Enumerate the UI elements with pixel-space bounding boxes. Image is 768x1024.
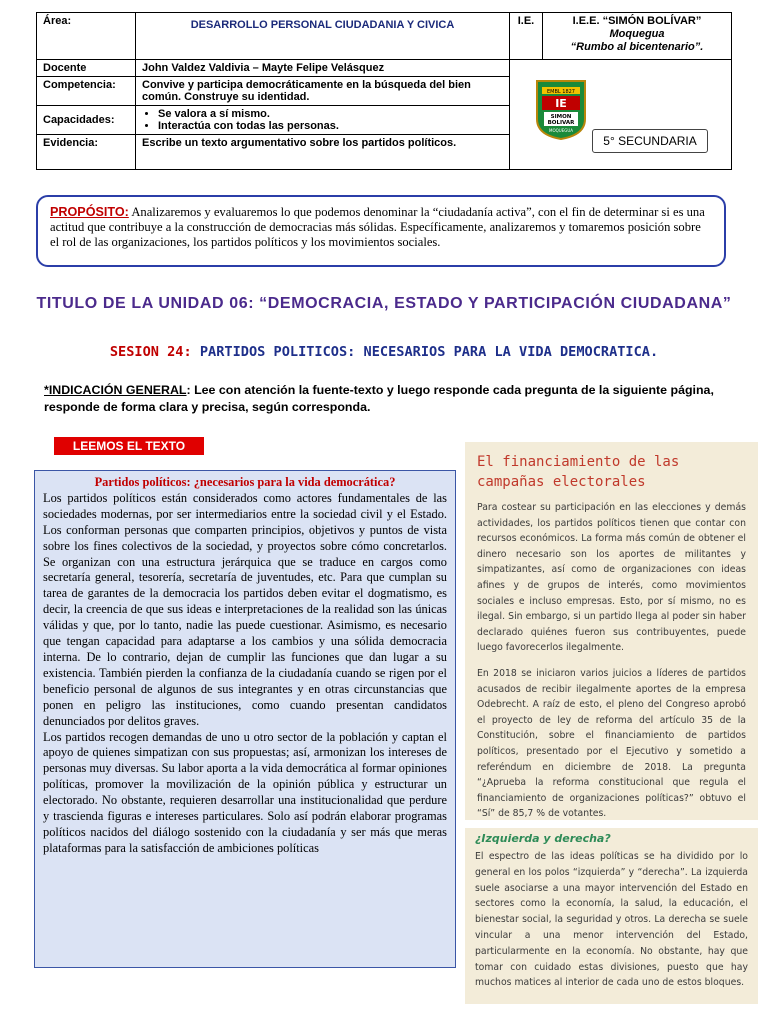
main-text-box	[34, 470, 456, 968]
area-label: Área:	[37, 13, 136, 60]
svg-text:MOQUEGUA: MOQUEGUA	[549, 127, 574, 133]
docente-value: John Valdez Valdivia – Mayte Felipe Velásquez	[136, 60, 510, 77]
competencia-label: Competencia:	[37, 77, 136, 106]
left-right-title: ¿Izquierda y derecha?	[475, 832, 611, 845]
left-right-card	[465, 828, 758, 1004]
school-motto: “Rumbo al bicentenario”.	[570, 41, 704, 53]
general-indication	[44, 382, 724, 416]
header-table	[36, 12, 732, 170]
indication-label: *INDICACIÓN GENERAL	[44, 383, 187, 397]
competencia-value: Convive y participa democráticamente en la búsqueda del bien común. Construye su identidad.	[136, 77, 510, 106]
session-label: SESION 24:	[109, 344, 192, 360]
financing-card	[465, 442, 758, 820]
main-text-paragraph: Los partidos políticos están considerados como actores fundamentales de las sociedades modernas, por ser intermediarios entre la sociedad civil y el Estado. Los conforman personas que comparten principios, objetivos y puntos de vista sobre los fines colectivos de la sociedad, y proyectos sobre cómo concretarlos. Se organizan con una estructura jerárquica que se traduce en cargos como secretaría general, tesorería, secretaría de juventudes, etc. Para que cumplan su tarea de garantes de la democracia los partidos deben evitar el dogmatismo, es decir, la creencia de que sus ideas e interpretaciones de la realidad son las únicas válidas y que, por lo tanto, nadie las puede cuestionar. Asimismo, es necesario que tengan capacidad para adaptarse a los cambios y una sólida democracia interna. De lo contrario, dejan de cumplir las funciones que dan lugar a su existencia. También pierden la confianza de la ciudadanía cuando se rigen por el beneficio personal de algunos de sus integrantes y en otras circunstancias que ponen en peligro las instituciones, como cuando presentan candidatos denunciados por delitos graves.	[43, 490, 447, 728]
indication-text: : Lee con atención la fuente-texto y luego responde cada pregunta de la siguiente página, responde de forma clara y precisa, según corresponda.	[44, 383, 714, 414]
financing-paragraph: En 2018 se iniciaron varios juicios a líderes de partidos acusados de recibir ilegalmente aportes de la empresa Odebrecht. A raíz de esto, el pleno del Congreso aprobó el proyecto de ley de reforma del artículo 35 de la Constitución, sobre el financiamiento de partidos políticos, presentado por el Ejecutivo y sometido a referéndum en diciembre de 2018. La pregunta “¿Aprueba la reforma constitucional que regula el financiamiento de organizaciones políticas?” obtuvo el “Sí” de 85,7 % de votantes.	[477, 667, 746, 820]
school-city: Moquegua	[609, 28, 665, 40]
capacidades-list	[136, 106, 510, 135]
session-title	[36, 344, 732, 360]
evidencia-label: Evidencia:	[37, 135, 136, 170]
school-crest-logo	[533, 79, 589, 141]
svg-text:EMBL 1827: EMBL 1827	[547, 88, 576, 95]
capacidad-item: • Interactúa con todas las personas.	[158, 120, 503, 132]
main-text-paragraph: Los partidos recogen demandas de uno u otro sector de la población y captan el apoyo de quienes simpatizan con sus propuestas; así, armonizan los intereses de personas muy diversas. Su labor aporta a la vida democrática al formar opiniones políticas, promover la movilización de la opinión pública y estructurar un electorado. No obstante, requieren desarrollar una institucionalidad que perdure y trascienda figuras e intereses particulares. Solo así podrán elaborar programas políticos nacidos del diálogo sostenido con la ciudadanía y ser más que meras plataformas para la satisfacción de ambiciones políticas	[43, 729, 447, 855]
svg-text:IE: IE	[555, 96, 568, 110]
grade-badge: 5° SECUNDARIA	[592, 129, 708, 153]
logo-cell	[510, 60, 732, 170]
svg-text:BOLIVAR: BOLIVAR	[547, 119, 575, 126]
evidencia-value: Escribe un texto argumentativo sobre los partidos políticos.	[136, 135, 510, 170]
financing-title: El financiamiento de las campañas electorales	[477, 454, 680, 490]
proposito-label: PROPÓSITO:	[50, 205, 129, 219]
school-info	[543, 13, 732, 60]
ie-label: I.E.	[510, 13, 543, 60]
subject-title: DESARROLLO PERSONAL CIUDADANIA Y CIVICA	[136, 13, 510, 60]
school-name: I.E.E. “SIMÓN BOLÍVAR”	[572, 15, 702, 27]
financing-paragraph: Para costear su participación en las elecciones y demás actividades, los partidos políticos tienen que contar con recursos económicos. La forma más común de obtener el dinero necesario son los aportes de militantes y simpatizantes, así como de organizaciones con ideas afines y de grupos de interés, como movimientos sociales e incluso empresas. Esto, por sí mismo, no es ilegal. Sin embargo, si un partido llega al poder sin haber declarado quiénes fueron sus contribuyentes, puede luego favorecerlos ilegalmente.	[477, 502, 746, 654]
docente-label: Docente	[37, 60, 136, 77]
capacidad-item: • Se valora a sí mismo.	[158, 108, 503, 120]
capacidades-label: Capacidades:	[37, 106, 136, 135]
main-text-title: Partidos políticos: ¿necesarios para la vida democrática?	[94, 475, 396, 489]
unit-title: TITULO DE LA UNIDAD 06: “DEMOCRACIA, ESTADO Y PARTICIPACIÓN CIUDADANA”	[36, 295, 732, 312]
proposito-text: Analizaremos y evaluaremos lo que podemos denominar la “ciudadanía activa”, con el fin de determinar si es una actitud que contribuye a la construcción de democracias más sólidas. Específicamente, analizaremos y tomaremos posición sobre el rol de las organizaciones, los partidos políticos y los movimientos sociales.	[50, 205, 705, 249]
svg-text:SIMON: SIMON	[550, 113, 572, 120]
session-name: PARTIDOS POLITICOS: NECESARIOS PARA LA VIDA DEMOCRATICA.	[199, 344, 659, 360]
leemos-label: LEEMOS EL TEXTO	[54, 437, 204, 455]
left-right-text: El espectro de las ideas políticas se ha dividido por lo general en los polos “izquierda” y “derecha”. La izquierda suele asociarse a una mayor intervención del Estado en sectores como la economía, la salud, la educación, el bienestar social, la seguridad y otros. La derecha se suele vincular a una menor intervención del Estado, particularmente en la economía. No obstante, hay que tomar con cuidado estas divisiones, puesto que hay muchos matices al interior de cada uno de estos bloques.	[475, 851, 748, 989]
proposito-box	[36, 195, 726, 267]
